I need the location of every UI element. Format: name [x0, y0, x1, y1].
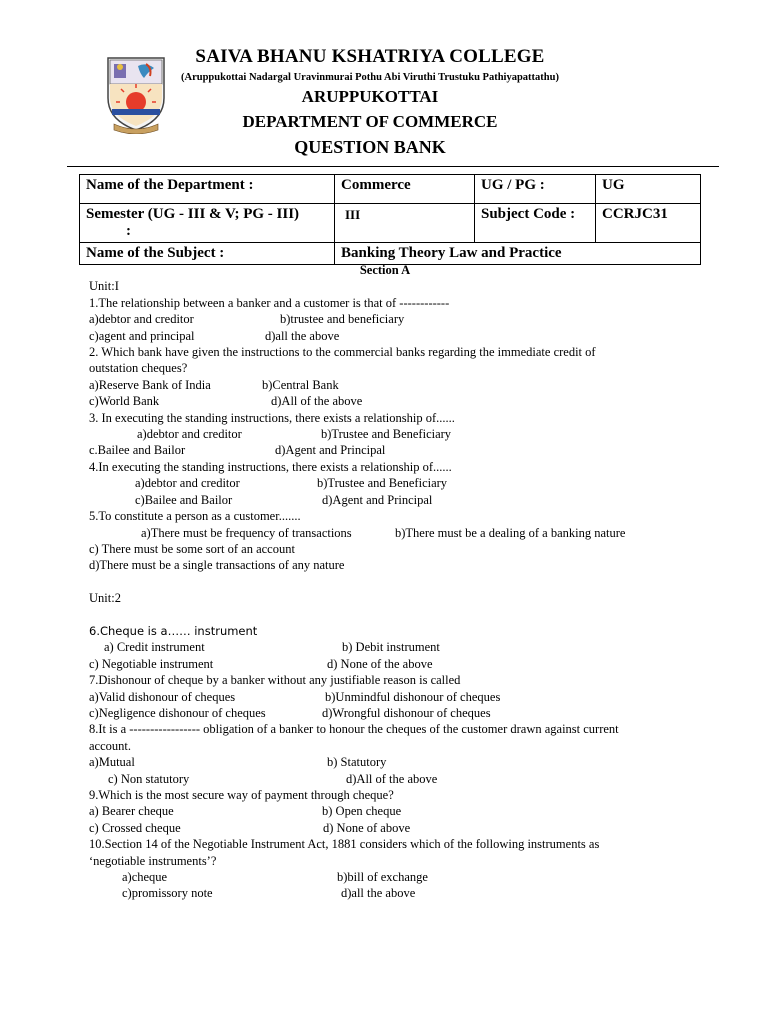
- question-text: 4.In executing the standing instructions, there exists a relationship of......: [89, 459, 452, 474]
- option-c: c) Crossed cheque: [89, 820, 181, 835]
- option-row: [89, 377, 689, 393]
- unit-heading: Unit:I: [89, 279, 119, 294]
- option-row: [89, 492, 689, 508]
- info-table: [79, 174, 701, 265]
- document-title: QUESTION BANK: [294, 137, 446, 157]
- option-row: [89, 754, 689, 770]
- option-c: c)Bailee and Bailor: [135, 492, 233, 507]
- ugpg-label: UG / PG :: [475, 175, 596, 204]
- option-d: d)Agent and Principal: [275, 443, 386, 458]
- option-row: [89, 639, 689, 655]
- option-d: d)There must be a single transactions of any nature: [89, 558, 345, 573]
- option-d: d) None of the above: [327, 656, 433, 671]
- option-b: b)Trustee and Beneficiary: [317, 476, 448, 491]
- header-divider: [67, 166, 719, 167]
- option-d: d)All of the above: [346, 771, 438, 786]
- dept-value: Commerce: [335, 175, 475, 204]
- department-title: DEPARTMENT OF COMMERCE: [242, 112, 498, 131]
- semester-label-cell: [80, 204, 335, 243]
- option-row: [89, 869, 689, 885]
- semester-colon: :: [126, 223, 131, 239]
- option-row: [89, 311, 689, 327]
- subject-label: Name of the Subject :: [80, 243, 335, 265]
- option-row: [89, 475, 689, 491]
- option-a: a) Credit instrument: [104, 640, 205, 655]
- option-row: [89, 705, 689, 721]
- question-text-cont: ‘negotiable instruments’?: [89, 853, 217, 868]
- option-d: d) None of above: [323, 820, 411, 835]
- option-a: a)debtor and creditor: [89, 312, 194, 327]
- option-b: b)Trustee and Beneficiary: [321, 427, 452, 442]
- unit-heading: Unit:2: [89, 591, 121, 606]
- option-row: [89, 820, 689, 836]
- question-text-cont: account.: [89, 738, 131, 753]
- question-text: 1.The relationship between a banker and a customer is that of ------------: [89, 295, 450, 310]
- option-b: b)trustee and beneficiary: [280, 312, 405, 327]
- option-c: c) Non statutory: [108, 771, 190, 786]
- ugpg-value: UG: [596, 175, 701, 204]
- option-c: c.Bailee and Bailor: [89, 443, 186, 458]
- section-heading: Section A: [359, 263, 411, 277]
- questions-body: [89, 262, 689, 902]
- option-a: a)Mutual: [89, 755, 135, 770]
- option-row: [89, 885, 689, 901]
- college-emblem-icon: [104, 54, 168, 134]
- question-text: 10.Section 14 of the Negotiable Instrument Act, 1881 considers which of the following instruments as: [89, 837, 600, 852]
- option-a: a)Valid dishonour of cheques: [89, 689, 236, 704]
- option-c: c)promissory note: [122, 886, 213, 901]
- option-row: [89, 689, 689, 705]
- semester-label: Semester (UG - III & V; PG - III): [86, 206, 300, 222]
- trust-name: (Aruppukottai Nadargal Uravinmurai Pothu Abi Viruthi Trustuku Pathiyapattathu): [181, 72, 559, 83]
- option-a: a)Reserve Bank of India: [89, 377, 211, 392]
- option-b: b)There must be a dealing of a banking nature: [395, 525, 626, 540]
- question-text-cont: outstation cheques?: [89, 361, 188, 376]
- semester-value: III: [345, 207, 361, 222]
- question-text: 2. Which bank have given the instructions to the commercial banks regarding the immediate credit of: [89, 345, 596, 360]
- option-d: d)Wrongful dishonour of cheques: [322, 705, 491, 720]
- option-row: [89, 656, 689, 672]
- option-row: [89, 771, 689, 787]
- option-row: [89, 328, 689, 344]
- option-row: [89, 525, 689, 541]
- question-text: 6.Cheque is a…… instrument: [89, 623, 258, 638]
- subject-code-label: Subject Code :: [475, 204, 596, 243]
- semester-value-cell: [335, 204, 475, 243]
- option-b: b)bill of exchange: [337, 870, 428, 884]
- option-b: b)Unmindful dishonour of cheques: [325, 689, 501, 704]
- option-c: c)World Bank: [89, 394, 160, 409]
- option-d: d)all the above: [265, 328, 340, 343]
- option-a: a) Bearer cheque: [89, 804, 174, 819]
- question-text: 9.Which is the most secure way of payment through cheque?: [89, 787, 394, 802]
- option-b: b)Central Bank: [262, 377, 339, 392]
- option-c: c)Negligence dishonour of cheques: [89, 705, 266, 720]
- question-text: 8.It is a ----------------- obligation of a banker to honour the cheques of the customer drawn against current: [89, 722, 619, 737]
- option-row: [89, 393, 689, 409]
- option-row: [89, 426, 689, 442]
- option-d: d)Agent and Principal: [322, 492, 433, 507]
- option-a: a)debtor and creditor: [137, 427, 242, 442]
- option-c: c) There must be some sort of an account: [89, 541, 295, 556]
- dept-label: Name of the Department :: [80, 175, 335, 204]
- option-a: a)cheque: [122, 870, 168, 884]
- option-a: a)debtor and creditor: [135, 476, 240, 491]
- subject-value: Banking Theory Law and Practice: [335, 243, 701, 265]
- option-b: b) Debit instrument: [342, 640, 440, 655]
- option-b: b) Open cheque: [322, 804, 402, 819]
- question-text: 3. In executing the standing instructions, there exists a relationship of......: [89, 410, 455, 425]
- college-city: ARUPPUKOTTAI: [301, 87, 439, 106]
- info-row-department: [80, 175, 701, 204]
- option-a: a)There must be frequency of transactions: [141, 525, 352, 540]
- option-c: c)agent and principal: [89, 328, 195, 343]
- question-text: 5.To constitute a person as a customer.......: [89, 509, 301, 524]
- subject-code-value: CCRJC31: [596, 204, 701, 243]
- option-c: c) Negotiable instrument: [89, 656, 214, 671]
- info-row-semester: [80, 204, 701, 243]
- option-d: d)All of the above: [271, 394, 363, 409]
- college-name: SAIVA BHANU KSHATRIYA COLLEGE: [195, 46, 545, 67]
- option-row: [89, 442, 689, 458]
- option-d: d)all the above: [341, 886, 416, 901]
- question-text: 7.Dishonour of cheque by a banker without any justifiable reason is called: [89, 673, 461, 688]
- option-b: b) Statutory: [327, 755, 387, 770]
- option-row: [89, 803, 689, 819]
